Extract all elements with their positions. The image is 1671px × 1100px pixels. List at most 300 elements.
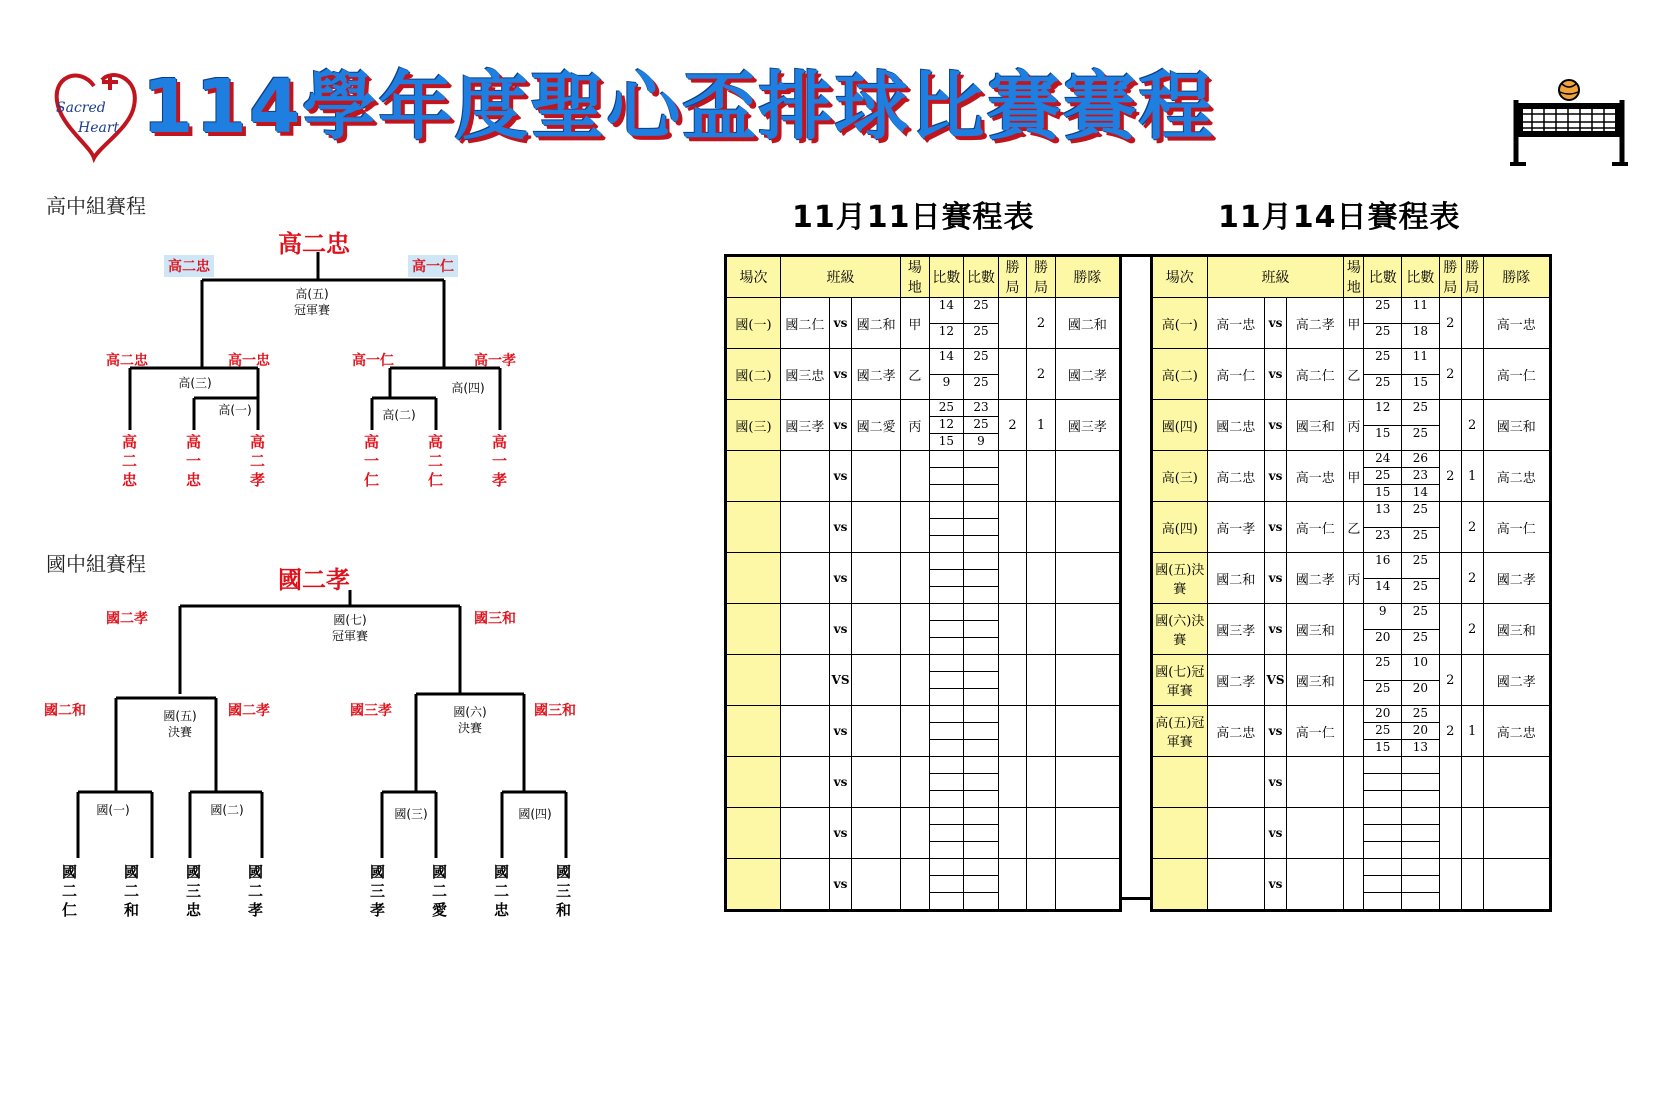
- cell-vs: vs: [829, 553, 851, 604]
- cell-court: [901, 655, 930, 706]
- score-value: [930, 859, 964, 876]
- cell-match: 國(七)冠軍賽: [1152, 655, 1208, 706]
- score-value: [930, 689, 964, 705]
- score-value: 20: [1375, 629, 1391, 644]
- score-value: 23: [964, 400, 998, 417]
- cell-team_b: [1286, 757, 1343, 808]
- score-value: [930, 519, 964, 536]
- cell-w1: [998, 757, 1027, 808]
- cell-s1: [1364, 859, 1402, 911]
- jh-final-right: 國三和: [474, 611, 516, 627]
- score-value: [930, 757, 964, 774]
- score-value: [964, 655, 998, 672]
- hs-node-4: 高(四): [451, 381, 485, 395]
- header-teams: 班級: [780, 256, 900, 298]
- cell-w1: [1439, 553, 1461, 604]
- cell-w1: 2: [1439, 349, 1461, 400]
- cell-w2: [1027, 655, 1056, 706]
- cell-s1: [929, 400, 964, 451]
- table-row: [726, 400, 1121, 451]
- score-value: [930, 808, 964, 825]
- cell-team_a: 國三孝: [780, 400, 829, 451]
- cell-match: [726, 808, 781, 859]
- cell-w1: [998, 451, 1027, 502]
- cell-court: [901, 808, 930, 859]
- cell-s2: [964, 706, 999, 757]
- cell-w2: [1027, 859, 1056, 911]
- score-value: [930, 893, 964, 909]
- table-row: [726, 757, 1121, 808]
- cell-winner: [1483, 757, 1550, 808]
- cell-match: [726, 859, 781, 911]
- table-row: [1152, 706, 1551, 757]
- cell-s1: [929, 553, 964, 604]
- score-value: 15: [1375, 425, 1391, 440]
- cell-match: [726, 655, 781, 706]
- score-value: 25: [964, 349, 998, 375]
- cell-match: 國(四): [1152, 400, 1208, 451]
- header-match: 場次: [1152, 256, 1208, 298]
- cell-s1: [929, 451, 964, 502]
- cell-team_a: [780, 553, 829, 604]
- score-value: 14: [930, 349, 964, 375]
- score-value: 18: [1412, 323, 1429, 338]
- header-teams: 班級: [1207, 256, 1344, 298]
- score-value: 25: [1412, 527, 1429, 542]
- cell-court: [1344, 808, 1364, 859]
- hs-final-node: 高(五) 冠軍賽: [293, 287, 330, 317]
- cell-w1: 2: [1439, 655, 1461, 706]
- score-value: [964, 689, 998, 705]
- score-value: [964, 893, 998, 909]
- cell-vs: vs: [1265, 349, 1287, 400]
- score-value: [930, 791, 964, 807]
- cell-s1: [929, 349, 964, 400]
- header-win1: 勝局: [1439, 256, 1461, 298]
- cell-match: 國(三): [726, 400, 781, 451]
- table-row: [726, 451, 1121, 502]
- jh-semi-label-2: 國二孝: [228, 703, 270, 719]
- cell-s1: [929, 808, 964, 859]
- day1-title: 11月11日賽程表: [792, 200, 1035, 235]
- cell-w2: [1461, 655, 1483, 706]
- jh-node-6: 國(六) 決賽: [453, 705, 487, 735]
- score-value: [964, 604, 998, 621]
- header-court: 場地: [1344, 256, 1364, 298]
- cell-vs: vs: [829, 706, 851, 757]
- cell-s2: [1402, 349, 1440, 400]
- cell-s2: [964, 655, 999, 706]
- day2-schedule-table: [1150, 254, 1552, 912]
- score-value: [930, 502, 964, 519]
- score-value: [1402, 757, 1439, 774]
- score-value: [964, 672, 998, 689]
- cell-s1: [1364, 757, 1402, 808]
- cell-match: [726, 451, 781, 502]
- score-value: 12: [938, 323, 955, 338]
- cell-w1: [998, 298, 1027, 349]
- cell-vs: vs: [1265, 706, 1287, 757]
- score-value: [964, 876, 998, 893]
- cell-w1: [998, 859, 1027, 911]
- cell-winner: [1055, 655, 1120, 706]
- cell-s1: [1364, 451, 1402, 502]
- score-value: [964, 740, 998, 756]
- score-value: 25: [973, 323, 989, 338]
- cell-w1: 2: [998, 400, 1027, 451]
- cell-team_a: [780, 808, 829, 859]
- table-row: [1152, 757, 1551, 808]
- score-value: 25: [1402, 400, 1439, 426]
- cell-w1: [1439, 604, 1461, 655]
- score-value: [964, 723, 998, 740]
- cell-s2: [1402, 451, 1440, 502]
- cell-team_a: [780, 655, 829, 706]
- score-value: [930, 638, 964, 654]
- hs-node-3: 高(三): [178, 376, 212, 390]
- score-value: 14: [930, 298, 964, 324]
- score-value: 13: [1412, 740, 1429, 754]
- cell-w2: [1027, 808, 1056, 859]
- table-row: [726, 706, 1121, 757]
- score-value: [1364, 842, 1401, 858]
- cell-vs: vs: [829, 604, 851, 655]
- cell-team_b: 高一仁: [1286, 706, 1343, 757]
- cell-s2: [1402, 298, 1440, 349]
- cell-s2: [1402, 859, 1440, 911]
- cell-winner: [1483, 808, 1550, 859]
- score-value: 25: [973, 374, 989, 389]
- cell-s2: [1402, 808, 1440, 859]
- cell-match: 高(四): [1152, 502, 1208, 553]
- score-value: [964, 570, 998, 587]
- cell-w1: 2: [1439, 298, 1461, 349]
- jh-semi-label-1: 國二和: [44, 703, 86, 719]
- hs-champion: 高二忠: [278, 229, 350, 258]
- cell-vs: vs: [1265, 808, 1287, 859]
- cell-s2: [1402, 655, 1440, 706]
- cell-winner: 國二孝: [1055, 349, 1120, 400]
- cell-winner: 國三和: [1483, 604, 1550, 655]
- cell-team_a: [780, 757, 829, 808]
- table-row: [1152, 553, 1551, 604]
- cell-winner: [1483, 859, 1550, 911]
- cell-s2: [964, 859, 999, 911]
- hs-semi-label-3: 高一仁: [352, 353, 394, 369]
- score-value: [930, 553, 964, 570]
- cell-winner: [1055, 553, 1120, 604]
- hs-team-6: 高一孝: [490, 434, 508, 491]
- cell-s1: [1364, 400, 1402, 451]
- score-value: 15: [1375, 740, 1391, 754]
- cell-w1: [1439, 757, 1461, 808]
- score-value: [930, 468, 964, 485]
- score-value: 25: [1364, 298, 1401, 324]
- table-row: [726, 604, 1121, 655]
- cell-winner: 高一仁: [1483, 502, 1550, 553]
- cell-s2: [1402, 706, 1440, 757]
- cell-team_b: [852, 757, 901, 808]
- score-value: [930, 655, 964, 672]
- cell-s2: [964, 553, 999, 604]
- cell-match: 高(二): [1152, 349, 1208, 400]
- cell-match: [726, 553, 781, 604]
- page-title: 114學年度聖心盃排球比賽賽程: [142, 64, 1215, 150]
- cell-team_a: [780, 502, 829, 553]
- score-value: 9: [1364, 604, 1401, 630]
- score-value: [964, 808, 998, 825]
- hs-node-1: 高(一): [218, 403, 252, 417]
- score-value: [1364, 774, 1401, 791]
- cell-s1: [929, 502, 964, 553]
- cell-s2: [964, 400, 999, 451]
- score-value: [964, 638, 998, 654]
- table-row: [1152, 655, 1551, 706]
- cell-s2: [964, 604, 999, 655]
- score-value: [964, 468, 998, 485]
- cell-w1: [998, 502, 1027, 553]
- cell-w1: 2: [1439, 451, 1461, 502]
- cell-s2: [1402, 757, 1440, 808]
- jh-team-8: 國三和: [554, 864, 572, 921]
- jh-final-node: 國(七) 冠軍賽: [331, 613, 368, 643]
- score-value: [930, 672, 964, 689]
- jh-team-3: 國三忠: [184, 864, 202, 921]
- table-row: [1152, 808, 1551, 859]
- score-value: 25: [1364, 655, 1401, 681]
- score-value: [964, 706, 998, 723]
- cell-match: [726, 706, 781, 757]
- score-value: [964, 859, 998, 876]
- hs-team-2: 高一忠: [184, 434, 202, 491]
- cell-vs: vs: [829, 298, 851, 349]
- cell-w2: [1027, 604, 1056, 655]
- hs-team-5: 高二仁: [426, 434, 444, 491]
- cell-s2: [964, 502, 999, 553]
- score-value: 25: [1375, 680, 1391, 695]
- cell-team_a: [1207, 808, 1264, 859]
- volleyball-net-icon: [1510, 76, 1628, 176]
- score-value: 15: [938, 434, 955, 448]
- cell-w2: [1027, 451, 1056, 502]
- cell-court: [901, 553, 930, 604]
- logo-text-heart: Heart: [78, 120, 120, 136]
- cell-winner: 高一忠: [1483, 298, 1550, 349]
- cell-w1: [998, 706, 1027, 757]
- cell-court: [901, 757, 930, 808]
- score-value: 25: [1364, 468, 1401, 485]
- score-value: [930, 485, 964, 501]
- cell-team_b: 國二愛: [852, 400, 901, 451]
- cell-match: 國(六)決賽: [1152, 604, 1208, 655]
- cell-court: 乙: [901, 349, 930, 400]
- cell-s1: [1364, 808, 1402, 859]
- jh-node-3: 國(三): [394, 807, 428, 821]
- jh-team-4: 國二孝: [246, 864, 264, 921]
- cell-court: [901, 859, 930, 911]
- cell-s2: [1402, 400, 1440, 451]
- cell-vs: vs: [1265, 451, 1287, 502]
- score-value: [1364, 791, 1401, 807]
- cell-winner: 國三和: [1483, 400, 1550, 451]
- table-row: [726, 298, 1121, 349]
- score-value: [930, 587, 964, 603]
- table-row: [726, 553, 1121, 604]
- score-value: [964, 451, 998, 468]
- jh-team-5: 國三孝: [368, 864, 386, 921]
- cell-w2: [1461, 349, 1483, 400]
- score-value: [930, 604, 964, 621]
- score-value: [964, 536, 998, 552]
- cell-w1: [1439, 400, 1461, 451]
- score-value: [964, 519, 998, 536]
- score-value: [1364, 825, 1401, 842]
- header-win1: 勝局: [998, 256, 1027, 298]
- score-value: [1402, 859, 1439, 876]
- cell-w2: [1461, 859, 1483, 911]
- score-value: 20: [1364, 706, 1401, 723]
- score-value: 25: [1402, 553, 1439, 579]
- header-match: 場次: [726, 256, 781, 298]
- cell-court: [1344, 604, 1364, 655]
- cell-w2: [1027, 706, 1056, 757]
- header-score1: 比數: [929, 256, 964, 298]
- cell-court: 乙: [1344, 502, 1364, 553]
- cell-team_a: 高二忠: [1207, 451, 1264, 502]
- cell-team_b: 國二孝: [852, 349, 901, 400]
- score-value: [964, 757, 998, 774]
- score-value: 25: [1402, 604, 1439, 630]
- cell-s2: [964, 451, 999, 502]
- cell-s1: [929, 655, 964, 706]
- hs-team-1: 高二忠: [120, 434, 138, 491]
- header-score2: 比數: [1402, 256, 1440, 298]
- cell-team_a: 國二孝: [1207, 655, 1264, 706]
- score-value: 25: [1412, 629, 1429, 644]
- cell-w2: [1027, 502, 1056, 553]
- table-row: [726, 859, 1121, 911]
- score-value: 25: [1375, 374, 1391, 389]
- score-value: 11: [1402, 349, 1439, 375]
- cell-team_b: 國三和: [1286, 604, 1343, 655]
- cell-s1: [1364, 349, 1402, 400]
- cell-match: [1152, 757, 1208, 808]
- cell-match: 高(五)冠軍賽: [1152, 706, 1208, 757]
- score-value: 25: [930, 400, 964, 417]
- cell-vs: vs: [829, 502, 851, 553]
- score-value: 13: [1364, 502, 1401, 528]
- jh-team-7: 國二忠: [492, 864, 510, 921]
- cell-w2: 2: [1461, 502, 1483, 553]
- header-score2: 比數: [964, 256, 999, 298]
- score-value: 20: [1402, 723, 1439, 740]
- score-value: [964, 502, 998, 519]
- score-value: [1402, 893, 1439, 909]
- score-value: 16: [1364, 553, 1401, 579]
- cell-team_a: [780, 706, 829, 757]
- cell-w1: [1439, 502, 1461, 553]
- score-value: [930, 876, 964, 893]
- cell-team_b: [1286, 859, 1343, 911]
- score-value: [964, 485, 998, 501]
- score-value: 14: [1375, 578, 1391, 593]
- cell-team_a: [780, 604, 829, 655]
- jh-semi-label-4: 國三和: [534, 703, 576, 719]
- cell-s1: [1364, 706, 1402, 757]
- cell-team_a: 高二忠: [1207, 706, 1264, 757]
- cell-team_b: [852, 706, 901, 757]
- score-value: 26: [1402, 451, 1439, 468]
- cell-court: [1344, 706, 1364, 757]
- cell-w1: [998, 808, 1027, 859]
- cell-team_a: [1207, 859, 1264, 911]
- cell-team_a: 高一忠: [1207, 298, 1264, 349]
- table-row: [726, 502, 1121, 553]
- cell-w2: 1: [1461, 706, 1483, 757]
- cell-court: 丙: [1344, 553, 1364, 604]
- cell-s2: [1402, 502, 1440, 553]
- cell-w2: 2: [1027, 298, 1056, 349]
- cell-w1: [998, 655, 1027, 706]
- cell-vs: vs: [1265, 757, 1287, 808]
- cell-winner: [1055, 451, 1120, 502]
- score-value: 23: [1375, 527, 1391, 542]
- score-value: [1364, 876, 1401, 893]
- cell-court: [901, 451, 930, 502]
- cell-w1: [998, 349, 1027, 400]
- score-value: 25: [1364, 723, 1401, 740]
- cell-team_a: [780, 859, 829, 911]
- cell-match: 國(二): [726, 349, 781, 400]
- cell-vs: vs: [1265, 553, 1287, 604]
- score-value: 20: [1412, 680, 1429, 695]
- score-value: [964, 842, 998, 858]
- score-value: [1364, 757, 1401, 774]
- score-value: [964, 621, 998, 638]
- score-value: [930, 774, 964, 791]
- cell-team_b: [852, 502, 901, 553]
- score-value: 25: [964, 298, 998, 324]
- cell-team_b: 國二和: [852, 298, 901, 349]
- jh-node-2: 國(二): [210, 803, 244, 817]
- cell-s1: [1364, 604, 1402, 655]
- hs-final-left: 高二忠: [164, 255, 214, 277]
- cell-team_b: 高一仁: [1286, 502, 1343, 553]
- header-winner: 勝隊: [1483, 256, 1550, 298]
- cell-team_b: 國三和: [1286, 400, 1343, 451]
- cell-winner: [1055, 604, 1120, 655]
- hs-team-4: 高一仁: [362, 434, 380, 491]
- cell-w1: [1439, 808, 1461, 859]
- table-row: [1152, 451, 1551, 502]
- score-value: [1402, 876, 1439, 893]
- score-value: [930, 536, 964, 552]
- cell-vs: vs: [829, 808, 851, 859]
- cell-winner: 國二和: [1055, 298, 1120, 349]
- score-value: [1402, 825, 1439, 842]
- score-value: [930, 723, 964, 740]
- jh-node-1: 國(一): [96, 803, 130, 817]
- cell-w2: 2: [1461, 400, 1483, 451]
- cell-winner: 國二孝: [1483, 553, 1550, 604]
- cell-team_b: [852, 451, 901, 502]
- cell-s2: [1402, 553, 1440, 604]
- header-court: 場地: [901, 256, 930, 298]
- cell-vs: vs: [829, 349, 851, 400]
- score-value: [1364, 808, 1401, 825]
- cell-court: 甲: [1344, 298, 1364, 349]
- cell-match: 高(三): [1152, 451, 1208, 502]
